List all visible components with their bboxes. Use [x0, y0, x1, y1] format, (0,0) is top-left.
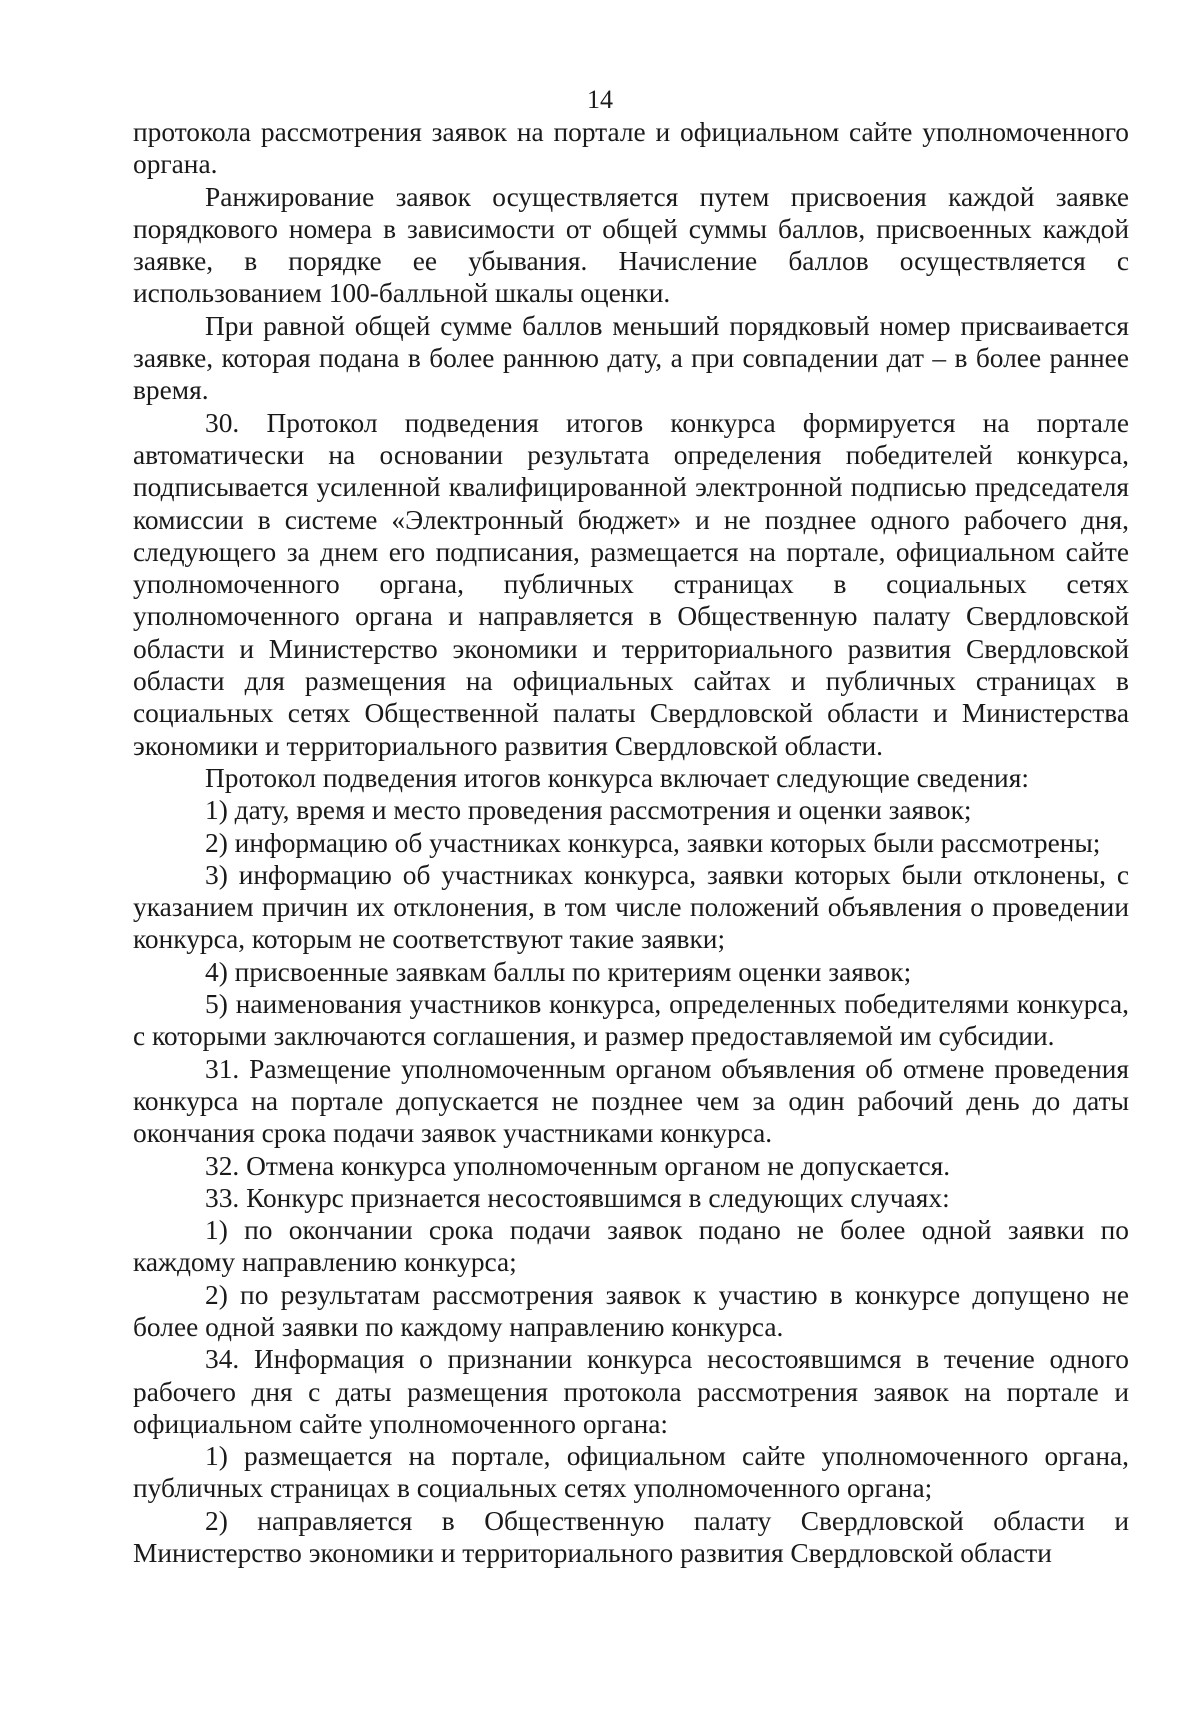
list-item-33-2: 2) по результатам рассмотрения заявок к участию в конкурсе допущено не более одной заявки по каждому направлению конкурса.: [133, 1279, 1129, 1342]
list-item-2: 2) информацию об участниках конкурса, заявки которых были рассмотрены;: [205, 827, 1101, 858]
list-item-5: 5) наименования участников конкурса, определенных победителями конкурса, с которыми заключаются соглашения, и размер предоставляемой им субсидии.: [133, 989, 1129, 1052]
paragraph-protocol-contents: Протокол подведения итогов конкурса включает следующие сведения:: [205, 762, 1029, 793]
list-item-34-1: 1) размещается на портале, официальном сайте уполномоченного органа, публичных страницах в социальных сетях уполномоченного органа;: [133, 1441, 1129, 1504]
paragraph-clause-30: 30. Протокол подведения итогов конкурса формируется на портале автоматически на основании результата определения победителей конкурса, подписывается усиленной квалифицированной электронной подписью председателя комиссии в системе «Электронный бюджет» и не позднее одного рабочего дня, следующего за днем его подписания, размещается на портале, официальном сайте уполномоченного органа, публичных страницах в социальных сетях уполномоченного органа и направляется в Общественную палату Свердловской области и Министерство экономики и территориального развития Свердловской области для размещения на официальных сайтах и публичных страницах в социальных сетях Общественной палаты Свердловской области и Министерства экономики и территориального развития Свердловской области.: [133, 407, 1129, 761]
page-number: 14: [587, 85, 613, 114]
paragraph-clause-32: 32. Отмена конкурса уполномоченным органом не допускается.: [205, 1150, 951, 1181]
paragraph-clause-33: 33. Конкурс признается несостоявшимся в следующих случаях:: [205, 1182, 950, 1213]
list-item-1: 1) дату, время и место проведения рассмотрения и оценки заявок;: [205, 795, 972, 826]
paragraph-continuation: протокола рассмотрения заявок на портале и официальном сайте уполномоченного органа.: [133, 117, 1129, 180]
list-item-4: 4) присвоенные заявкам баллы по критериям оценки заявок;: [205, 956, 912, 987]
paragraph-clause-31: 31. Размещение уполномоченным органом объявления об отмене проведения конкурса на портале допускается не позднее чем за один рабочий день до даты окончания срока подачи заявок участниками конкурса.: [133, 1053, 1129, 1149]
paragraph-equal-score: При равной общей сумме баллов меньший порядковый номер присваивается заявке, которая подана в более раннюю дату, а при совпадении дат – в более раннее время.: [133, 310, 1129, 406]
document-body: [133, 116, 1129, 1569]
list-item-3: 3) информацию об участниках конкурса, заявки которых были отклонены, с указанием причин их отклонения, в том числе положений объявления о проведении конкурса, которым не соответствуют такие заявки;: [133, 859, 1129, 955]
paragraph-clause-34: 34. Информация о признании конкурса несостоявшимся в течение одного рабочего дня с даты размещения протокола рассмотрения заявок на портале и официальном сайте уполномоченного органа:: [133, 1344, 1129, 1439]
list-item-33-1: 1) по окончании срока подачи заявок подано не более одной заявки по каждому направлению конкурса;: [133, 1215, 1129, 1278]
paragraph-ranking: Ранжирование заявок осуществляется путем присвоения каждой заявке порядкового номера в зависимости от общей суммы баллов, присвоенных каждой заявке, в порядке ее убывания. Начисление баллов осуществляется с использованием 100-балльной шкалы оценки.: [133, 181, 1129, 309]
list-item-34-2: 2) направляется в Общественную палату Свердловской области и Министерство экономики и территориального развития Свердловской области: [133, 1505, 1129, 1569]
